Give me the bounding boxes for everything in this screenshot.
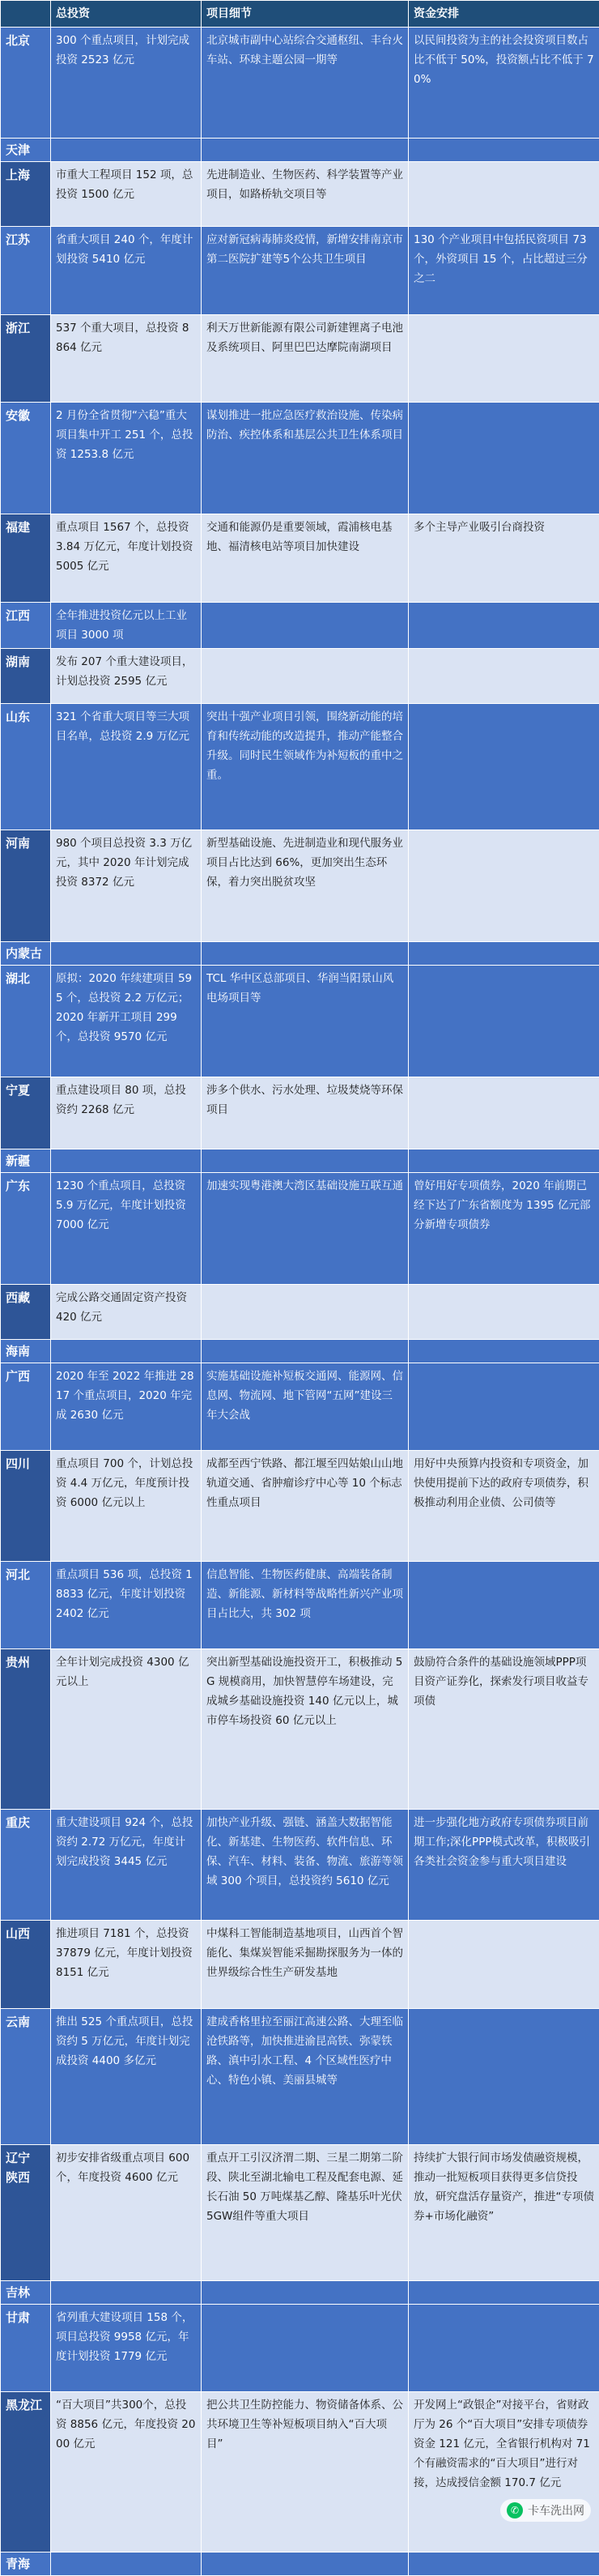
province-cell: 黑龙江 xyxy=(1,2392,51,2553)
table-row xyxy=(1,1810,599,1921)
table-row xyxy=(1,830,599,942)
table-row xyxy=(1,28,599,139)
funding-cell xyxy=(409,315,599,403)
province-cell: 青海 xyxy=(1,2553,51,2576)
province-cell: 河北 xyxy=(1,1562,51,1649)
header-project-details: 项目细节 xyxy=(202,1,409,28)
details-cell xyxy=(202,139,409,162)
funding-cell: 开发网上“政银企”对接平台，省财政厅为 26 个“百大项目”安排专项债券资金 121 亿元，全省银行机构对 71 个有融资需求的“百大项目”进行对接，达成授信金额 170.7 亿元 xyxy=(409,2392,599,2553)
watermark-text: 卡车洗出网 xyxy=(528,2502,584,2518)
province-cell: 新疆 xyxy=(1,1149,51,1173)
investment-cell: 全年计划完成投资 4300 亿元以上 xyxy=(51,1649,202,1810)
funding-cell xyxy=(409,162,599,227)
funding-cell xyxy=(409,966,599,1077)
header-province xyxy=(1,1,51,28)
province-cell: 云南 xyxy=(1,2009,51,2145)
funding-cell xyxy=(409,704,599,830)
funding-cell: 用好中央预算内投资和专项资金，加快使用提前下达的政府专项债券，积极推动利用企业债、公司债等 xyxy=(409,1451,599,1562)
funding-cell: 以民间投资为主的社会投资项目数占比不低于 50%，投资额占比不低于 70% xyxy=(409,28,599,139)
investment-cell: 300 个重点项目，计划完成投资 2523 亿元 xyxy=(51,28,202,139)
investment-cell: 推进项目 7181 个，总投资 37879 亿元，年度计划投资 8151 亿元 xyxy=(51,1921,202,2009)
details-cell: 信息智能、生物医药健康、高端装备制造、新能源、新材料等战略性新兴产业项目占比大，共 302 项 xyxy=(202,1562,409,1649)
investment-cell xyxy=(51,942,202,966)
investment-cell: 重点项目 1567 个，总投资 3.84 万亿元，年度计划投资 5005 亿元 xyxy=(51,514,202,603)
details-cell: 中煤科工智能制造基地项目，山西首个智能化、集煤炭智能采掘勘探服务为一体的世界级综合性生产研发基地 xyxy=(202,1921,409,2009)
details-cell: 加速实现粤港澳大湾区基础设施互联互通 xyxy=(202,1173,409,1285)
province-cell: 天津 xyxy=(1,139,51,162)
details-cell: 应对新冠病毒肺炎疫情，新增安排南京市第二医院扩建等5个公共卫生项目 xyxy=(202,227,409,315)
table-row xyxy=(1,1562,599,1649)
details-cell: 先进制造业、生物医药、科学装置等产业项目，如路桥轨交项目等 xyxy=(202,162,409,227)
table-row xyxy=(1,2145,599,2281)
province-cell: 贵州 xyxy=(1,1649,51,1810)
province-cell: 广西 xyxy=(1,1363,51,1451)
investment-cell: 完成公路交通固定资产投资 420 亿元 xyxy=(51,1285,202,1340)
investment-cell xyxy=(51,2281,202,2305)
details-cell xyxy=(202,2305,409,2392)
table-row xyxy=(1,966,599,1077)
funding-cell xyxy=(409,1921,599,2009)
details-cell xyxy=(202,1285,409,1340)
watermark xyxy=(500,2499,591,2522)
investment-cell: 2 月份全省贯彻“六稳”重大项目集中开工 251 个，总投资 1253.8 亿元 xyxy=(51,403,202,514)
details-cell: 实施基础设施补短板交通网、能源网、信息网、物流网、地下管网“五网”建设三年大会战 xyxy=(202,1363,409,1451)
province-cell: 河南 xyxy=(1,830,51,942)
investment-cell xyxy=(51,139,202,162)
header-funding: 资金安排 xyxy=(409,1,599,28)
funding-cell xyxy=(409,1285,599,1340)
details-cell: 成都至西宁铁路、都江堰至四姑娘山山地轨道交通、省肿瘤诊疗中心等 10 个标志性重点项目 xyxy=(202,1451,409,1562)
details-cell xyxy=(202,2281,409,2305)
investment-cell: 1230 个重点项目，总投资 5.9 万亿元，年度计划投资 7000 亿元 xyxy=(51,1173,202,1285)
investment-cell: 2020 年至 2022 年推进 2817 个重点项目，2020 年完成 2630 亿元 xyxy=(51,1363,202,1451)
table-row xyxy=(1,1340,599,1363)
details-cell: 涉多个供水、污水处理、垃圾焚烧等环保项目 xyxy=(202,1077,409,1149)
investment-cell: 重点项目 700 个，计划总投资 4.4 万亿元，年度预计投资 6000 亿元以上 xyxy=(51,1451,202,1562)
table-row xyxy=(1,649,599,704)
table-row xyxy=(1,162,599,227)
table-row xyxy=(1,1149,599,1173)
details-cell: 新型基础设施、先进制造业和现代服务业项目占比达到 66%，更加突出生态环保，着力突出脱贫攻坚 xyxy=(202,830,409,942)
funding-cell: 进一步强化地方政府专项债券项目前期工作;深化PPP模式改革，积极吸引各类社会资金参与重大项目建设 xyxy=(409,1810,599,1921)
province-cell: 山东 xyxy=(1,704,51,830)
investment-cell: 重大建设项目 924 个，总投资约 2.72 万亿元，年度计划完成投资 3445 亿元 xyxy=(51,1810,202,1921)
investment-cell xyxy=(51,2553,202,2576)
investment-cell: 重点建设项目 80 项，总投资约 2268 亿元 xyxy=(51,1077,202,1149)
details-cell xyxy=(202,2553,409,2576)
funding-cell: 多个主导产业吸引台商投资 xyxy=(409,514,599,603)
table-row xyxy=(1,2553,599,2576)
table-body xyxy=(1,28,599,2576)
funding-cell xyxy=(409,2305,599,2392)
funding-cell xyxy=(409,403,599,514)
province-cell: 宁夏 xyxy=(1,1077,51,1149)
investment-cell: 原拟：2020 年续建项目 595 个，总投资 2.2 万亿元；2020 年新开工项目 299 个，总投资 9570 亿元 xyxy=(51,966,202,1077)
province-cell: 浙江 xyxy=(1,315,51,403)
details-cell xyxy=(202,1149,409,1173)
investment-cell xyxy=(51,1149,202,1173)
province-cell: 湖北 xyxy=(1,966,51,1077)
investment-cell: “百大项目”共300个，总投资 8856 亿元，年度投资 2000 亿元 xyxy=(51,2392,202,2553)
province-cell: 内蒙古 xyxy=(1,942,51,966)
investment-cell: 重点项目 536 项，总投资 18833 亿元，年度计划投资 2402 亿元 xyxy=(51,1562,202,1649)
province-cell: 西藏 xyxy=(1,1285,51,1340)
funding-cell xyxy=(409,1340,599,1363)
details-cell: 加快产业升级、强链、涵盖大数据智能化、新基建、生物医药、软件信息、环保、汽车、材料、装备、物流、旅游等领域 300 个项目，总投资约 5610 亿元 xyxy=(202,1810,409,1921)
details-cell: 把公共卫生防控能力、物资储备体系、公共环境卫生等补短板项目纳入“百大项目” xyxy=(202,2392,409,2553)
details-cell: 交通和能源仍是重要领域，霞浦核电基地、福清核电站等项目加快建设 xyxy=(202,514,409,603)
investment-cell: 全年推进投资亿元以上工业项目 3000 项 xyxy=(51,603,202,649)
table-row xyxy=(1,315,599,403)
province-cell: 山西 xyxy=(1,1921,51,2009)
funding-cell xyxy=(409,830,599,942)
header-total-investment: 总投资 xyxy=(51,1,202,28)
wechat-icon: ✆ xyxy=(507,2502,523,2518)
table-row xyxy=(1,1285,599,1340)
investment-cell: 发布 207 个重大建设项目，计划总投资 2595 亿元 xyxy=(51,649,202,704)
funding-cell xyxy=(409,2009,599,2145)
table-row xyxy=(1,2305,599,2392)
funding-cell xyxy=(409,603,599,649)
funding-cell xyxy=(409,2553,599,2576)
funding-cell xyxy=(409,649,599,704)
table-row xyxy=(1,603,599,649)
province-cell: 上海 xyxy=(1,162,51,227)
table-row xyxy=(1,1363,599,1451)
funding-cell xyxy=(409,1562,599,1649)
table-row xyxy=(1,227,599,315)
funding-cell xyxy=(409,1363,599,1451)
investment-cell: 省列重大建设项目 158 个，项目总投资 9958 亿元，年度计划投资 1779 亿元 xyxy=(51,2305,202,2392)
funding-cell xyxy=(409,1077,599,1149)
province-cell: 江西 xyxy=(1,603,51,649)
investment-cell: 省重大项目 240 个，年度计划投资 5410 亿元 xyxy=(51,227,202,315)
details-cell: 谋划推进一批应急医疗救治设施、传染病防治、疾控体系和基层公共卫生体系项目 xyxy=(202,403,409,514)
province-cell: 甘肃 xyxy=(1,2305,51,2392)
investment-cell: 初步安排省级重点项目 600 个，年度投资 4600 亿元 xyxy=(51,2145,202,2281)
details-cell xyxy=(202,603,409,649)
province-cell: 湖南 xyxy=(1,649,51,704)
table-row xyxy=(1,514,599,603)
investment-cell xyxy=(51,1340,202,1363)
province-cell: 海南 xyxy=(1,1340,51,1363)
funding-cell: 持续扩大银行间市场发债融资规模，推动一批短板项目获得更多信贷投放，研究盘活存量资产，推进“专项债券+市场化融资” xyxy=(409,2145,599,2281)
details-cell: 突出十强产业项目引领，围绕新动能的培育和传统动能的改造提升，推动产能整合升级。同时民生领域作为补短板的重中之重。 xyxy=(202,704,409,830)
table-row xyxy=(1,2392,599,2553)
details-cell: 重点开工引汉济渭二期、三星二期第二阶段、陕北至湖北输电工程及配套电源、延长石油 50 万吨煤基乙醇、隆基乐叶光伏 5GW组件等重大项目 xyxy=(202,2145,409,2281)
details-cell: 北京城市副中心站综合交通枢纽、丰台火车站、环球主题公园一期等 xyxy=(202,28,409,139)
details-cell: 利天万世新能源有限公司新建锂离子电池及系统项目、阿里巴巴达摩院南湖项目 xyxy=(202,315,409,403)
table-row xyxy=(1,1173,599,1285)
table-row xyxy=(1,2281,599,2305)
province-cell: 安徽 xyxy=(1,403,51,514)
table-row xyxy=(1,1921,599,2009)
investment-cell: 537 个重大项目，总投资 8864 亿元 xyxy=(51,315,202,403)
header-row xyxy=(1,1,599,28)
investment-cell: 推出 525 个重点项目，总投资约 5 万亿元，年度计划完成投资 4400 多亿元 xyxy=(51,2009,202,2145)
table-row xyxy=(1,942,599,966)
table-row xyxy=(1,2009,599,2145)
funding-cell xyxy=(409,1149,599,1173)
details-cell xyxy=(202,1340,409,1363)
details-cell xyxy=(202,942,409,966)
details-cell: 突出新型基础设施投资开工，积极推动 5G 规模商用，加快智慧停车场建设，完成城乡基础设施投资 140 亿元以上，城市停车场投资 60 亿元以上 xyxy=(202,1649,409,1810)
table-row xyxy=(1,1649,599,1810)
investment-cell: 市重大工程项目 152 项，总投资 1500 亿元 xyxy=(51,162,202,227)
table-row xyxy=(1,1451,599,1562)
province-cell: 重庆 xyxy=(1,1810,51,1921)
province-cell: 江苏 xyxy=(1,227,51,315)
details-cell: 建成香格里拉至丽江高速公路、大理至临沧铁路等，加快推进渝昆高铁、弥蒙铁路、滇中引水工程、4 个区域性医疗中心、特色小镇、美丽县城等 xyxy=(202,2009,409,2145)
province-cell: 吉林 xyxy=(1,2281,51,2305)
table-row xyxy=(1,139,599,162)
funding-cell xyxy=(409,139,599,162)
details-cell: TCL 华中区总部项目、华润当阳景山风电场项目等 xyxy=(202,966,409,1077)
funding-cell: 曾好用好专项债券，2020 年前期已经下达了广东省额度为 1395 亿元部分新增专项债券 xyxy=(409,1173,599,1285)
province-cell: 四川 xyxy=(1,1451,51,1562)
table-row xyxy=(1,1077,599,1149)
province-cell: 辽宁 陕西 xyxy=(1,2145,51,2281)
investment-cell: 321 个省重大项目等三大项目名单，总投资 2.9 万亿元 xyxy=(51,704,202,830)
table-row xyxy=(1,704,599,830)
details-cell xyxy=(202,649,409,704)
investment-cell: 980 个项目总投资 3.3 万亿元，其中 2020 年计划完成投资 8372 亿元 xyxy=(51,830,202,942)
province-cell: 广东 xyxy=(1,1173,51,1285)
funding-cell xyxy=(409,2281,599,2305)
province-cell: 福建 xyxy=(1,514,51,603)
funding-cell xyxy=(409,942,599,966)
table-row xyxy=(1,403,599,514)
funding-cell: 鼓励符合条件的基础设施领域PPP项目资产证券化，探索发行项目收益专项债 xyxy=(409,1649,599,1810)
province-cell: 北京 xyxy=(1,28,51,139)
funding-cell: 130 个产业项目中包括民资项目 73 个，外资项目 15 个，占比超过三分之二 xyxy=(409,227,599,315)
